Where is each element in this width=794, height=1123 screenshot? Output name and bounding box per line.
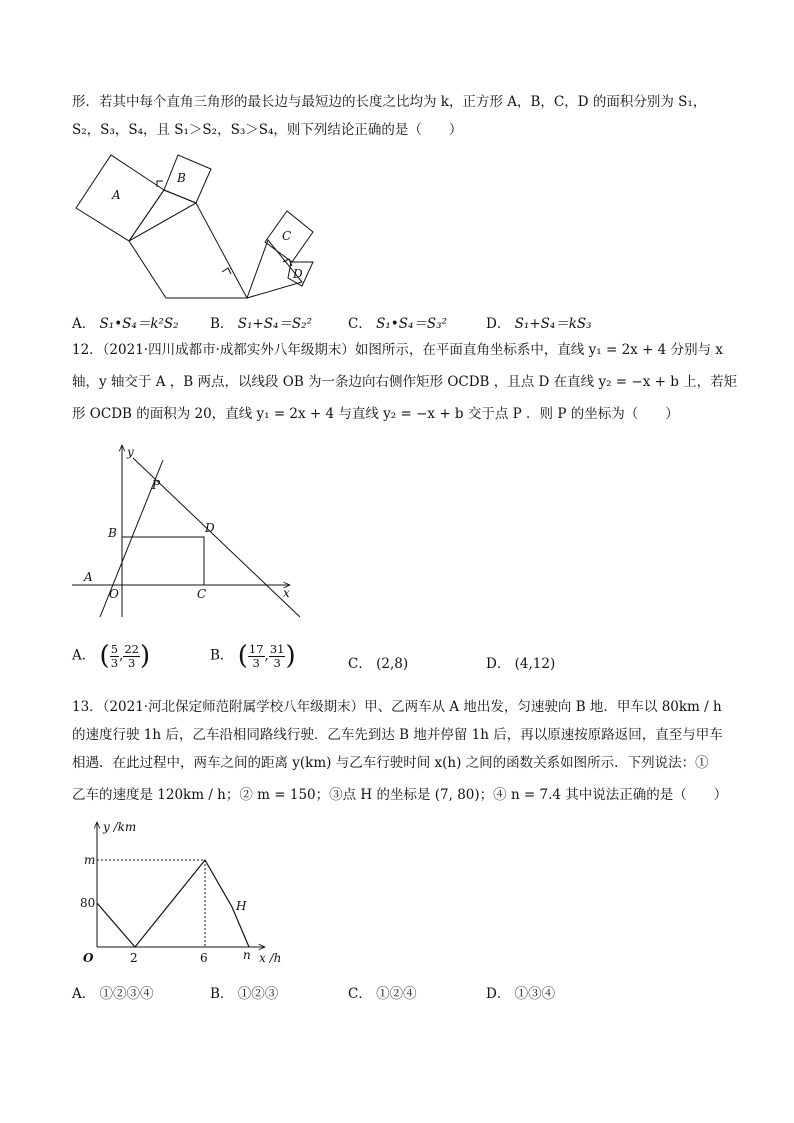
q13-text-line1: 13．（2021·河北保定师范附属学校八年级期末）甲、乙两车从 A 地出发，匀速驶向 B 地．甲车以 80km / h xyxy=(72,699,722,715)
option-letter: B． xyxy=(210,316,234,332)
option-letter: A． xyxy=(72,986,96,1002)
option-text: S₁•S₄＝S₃² xyxy=(376,316,447,332)
option-letter: D． xyxy=(486,986,511,1002)
q12-label-x: x xyxy=(283,586,290,600)
q13-option-a[interactable] xyxy=(72,982,154,1002)
q13-text-line2: 的速度行驶 1h 后，乙车沿相同路线行驶．乙车先到达 B 地并停留 1h 后，再以原速按原路返回，直至与甲车 xyxy=(72,727,723,743)
q11-label-A: A xyxy=(112,188,121,202)
option-letter: C． xyxy=(348,986,372,1002)
frac-denominator: 3 xyxy=(273,655,281,670)
option-letter: B． xyxy=(210,986,234,1002)
q13-option-c[interactable] xyxy=(348,982,417,1002)
option-text: S₁+S₄＝S₂² xyxy=(237,316,312,332)
q13-label-2: 2 xyxy=(130,951,138,965)
q11-label-D: D xyxy=(293,267,303,281)
option-text: ①②④ xyxy=(376,986,417,1002)
q13-option-b[interactable] xyxy=(210,982,278,1002)
q11-label-B: B xyxy=(177,171,186,185)
option-text: ①②③④ xyxy=(99,986,154,1002)
q12-text-line1: 12．（2021·四川成都市·成都实外八年级期末）如图所示，在平面直角坐标系中，直线 y₁ = 2x + 4 分别与 x xyxy=(72,342,723,358)
q12-label-y: y xyxy=(127,445,134,459)
q13-label-80: 80 xyxy=(80,896,96,910)
frac-numerator: 31 xyxy=(269,641,285,656)
q13-option-d[interactable] xyxy=(486,982,555,1002)
q11-text-line2: S₂，S₃，S₄，且 S₁＞S₂，S₃＞S₄，则下列结论正确的是（ ） xyxy=(72,122,463,138)
q12-label-D: D xyxy=(205,521,215,535)
q12-text-line2: 轴，y 轴交于 A ，B 两点，以线段 OB 为一条边向右侧作矩形 OCDB ，且点 D 在直线 y₂ = −x + b 上，若矩 xyxy=(72,374,738,390)
q13-label-x: x /h xyxy=(259,951,282,965)
q12-label-P: P xyxy=(152,478,161,492)
option-letter: D． xyxy=(486,316,511,332)
frac-denominator: 3 xyxy=(110,655,119,670)
frac-denominator: 3 xyxy=(127,655,136,670)
q12-text-line3: 形 OCDB 的面积为 20，直线 y₁ = 2x + 4 与直线 y₂ = −x + b 交于点 P ．则 P 的坐标为（ ） xyxy=(72,406,679,422)
q11-label-C: C xyxy=(282,229,292,243)
q12-label-O: O xyxy=(109,587,119,601)
option-text: ①③④ xyxy=(514,986,556,1002)
option-letter: A． xyxy=(72,316,96,332)
q12-option-a[interactable]: A． ( $\frac{5}{3}$ , $\frac{22}{3}$ ) xyxy=(72,641,151,671)
q13-label-n: n xyxy=(243,948,251,962)
q13-label-6: 6 xyxy=(200,951,208,965)
q12-label-B: B xyxy=(108,526,117,540)
option-letter: C． xyxy=(348,316,372,332)
option-letter: A． xyxy=(72,647,96,664)
q12-label-A: A xyxy=(84,570,93,584)
q13-label-O: O xyxy=(83,951,94,965)
option-text: (4,12) xyxy=(514,656,556,672)
q13-label-H: H xyxy=(236,899,247,913)
option-text: S₁+S₄＝kS₃ xyxy=(514,316,592,332)
option-text: S₁•S₄＝k²S₂ xyxy=(99,316,179,332)
frac-denominator: 3 xyxy=(252,655,260,670)
q13-text-line3: 相遇．在此过程中，两车之间的距离 y(km) 与乙车行驶时间 x(h) 之间的函数关系如图所示．下列说法：① xyxy=(72,755,709,771)
option-letter: B． xyxy=(210,647,234,664)
q12-option-b[interactable]: B． ( $\frac{17}{3}$ , $\frac{31}{3}$ ) xyxy=(210,641,296,671)
option-letter: C． xyxy=(348,656,372,672)
frac-numerator: 22 xyxy=(124,641,139,656)
frac-numerator: 5 xyxy=(110,641,119,656)
frac-numerator: 17 xyxy=(248,641,264,656)
q13-label-y: y /km xyxy=(103,820,137,834)
option-letter: D． xyxy=(486,656,511,672)
q11-text-line1: 形．若其中每个直角三角形的最长边与最短边的长度之比均为 k，正方形 A，B，C，D 的面积分别为 S₁， xyxy=(72,94,707,110)
option-text: (2,8) xyxy=(376,656,409,672)
q12-label-C: C xyxy=(197,587,207,601)
q13-label-m: m xyxy=(84,853,96,867)
q13-text-line4: 乙车的速度是 120km / h；② m = 150；③点 H 的坐标是 (7, 80)；④ n = 7.4 其中说法正确的是（ ） xyxy=(72,787,728,803)
option-text: ①②③ xyxy=(237,986,279,1002)
